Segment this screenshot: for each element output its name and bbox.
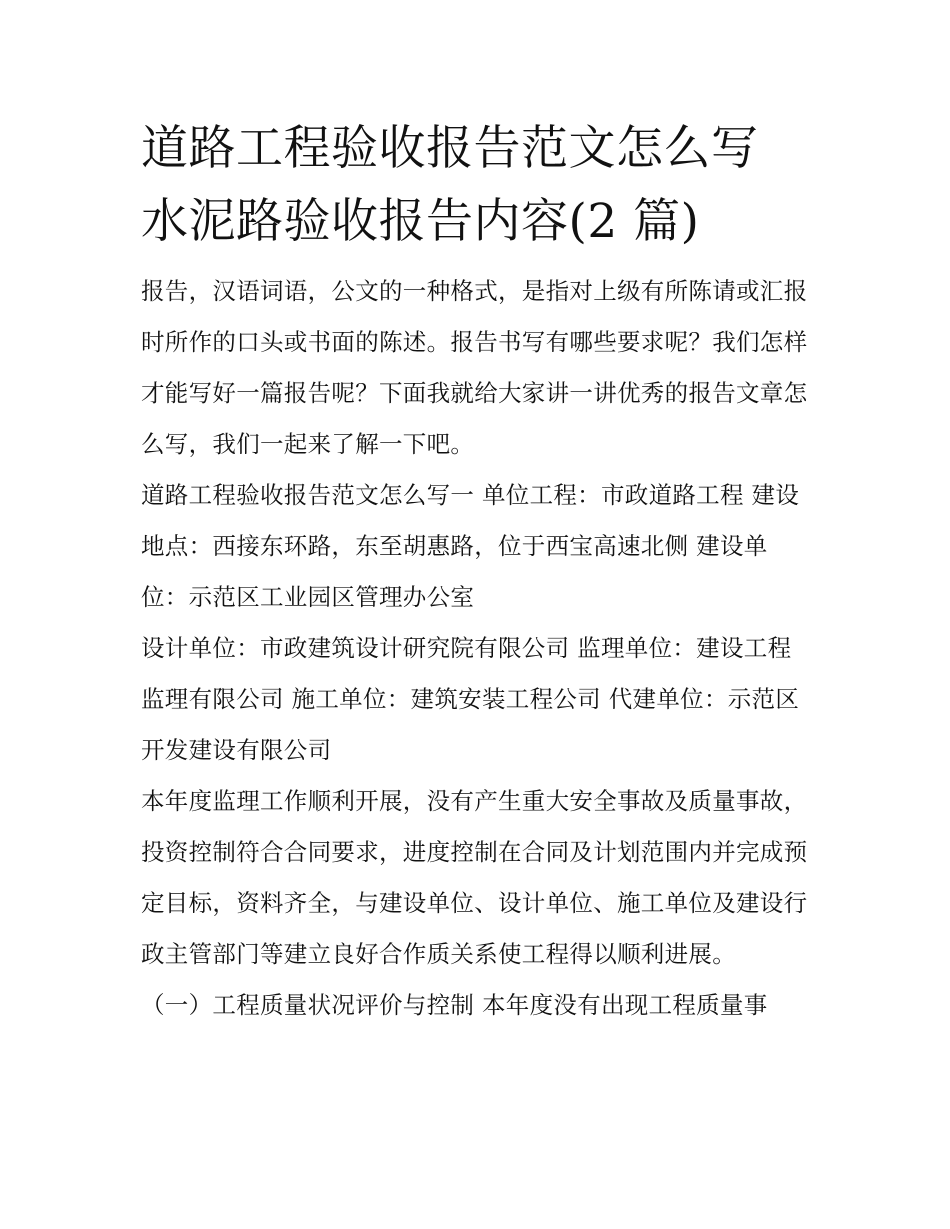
paragraph-project-info: 道路工程验收报告范文怎么写一 单位工程：市政道路工程 建设地点：西接东环路，东至胡惠路，位于西宝高速北侧 建设单位：示范区工业园区管理办公室 [141, 481, 800, 611]
paragraph-quality: （一）工程质量状况评价与控制 本年度没有出现工程质量事 [141, 991, 768, 1019]
paragraph-summary: 本年度监理工作顺利开展，没有产生重大安全事故及质量事故，投资控制符合合同要求，进度控制在合同及计划范围内并完成预定目标，资料齐全，与建设单位、设计单位、施工单位及建设行政主管部门等建立良好合作质关系使工程得以顺利进展。 [141, 787, 808, 968]
title-line-2: 水泥路验收报告内容(2 篇) [141, 194, 700, 249]
document-title [141, 112, 813, 258]
title-line-1: 道路工程验收报告范文怎么写 [141, 121, 759, 176]
paragraph-intro: 报告，汉语词语，公文的一种格式，是指对上级有所陈请或汇报时所作的口头或书面的陈述。报告书写有哪些要求呢？我们怎样才能写好一篇报告呢？下面我就给大家讲一讲优秀的报告文章怎么写，我们一起来了解一下吧。 [141, 277, 808, 458]
paragraph-units: 设计单位：市政建筑设计研究院有限公司 监理单位：建设工程监理有限公司 施工单位：建筑安装工程公司 代建单位：示范区开发建设有限公司 [141, 634, 800, 764]
document-body [141, 112, 813, 1031]
